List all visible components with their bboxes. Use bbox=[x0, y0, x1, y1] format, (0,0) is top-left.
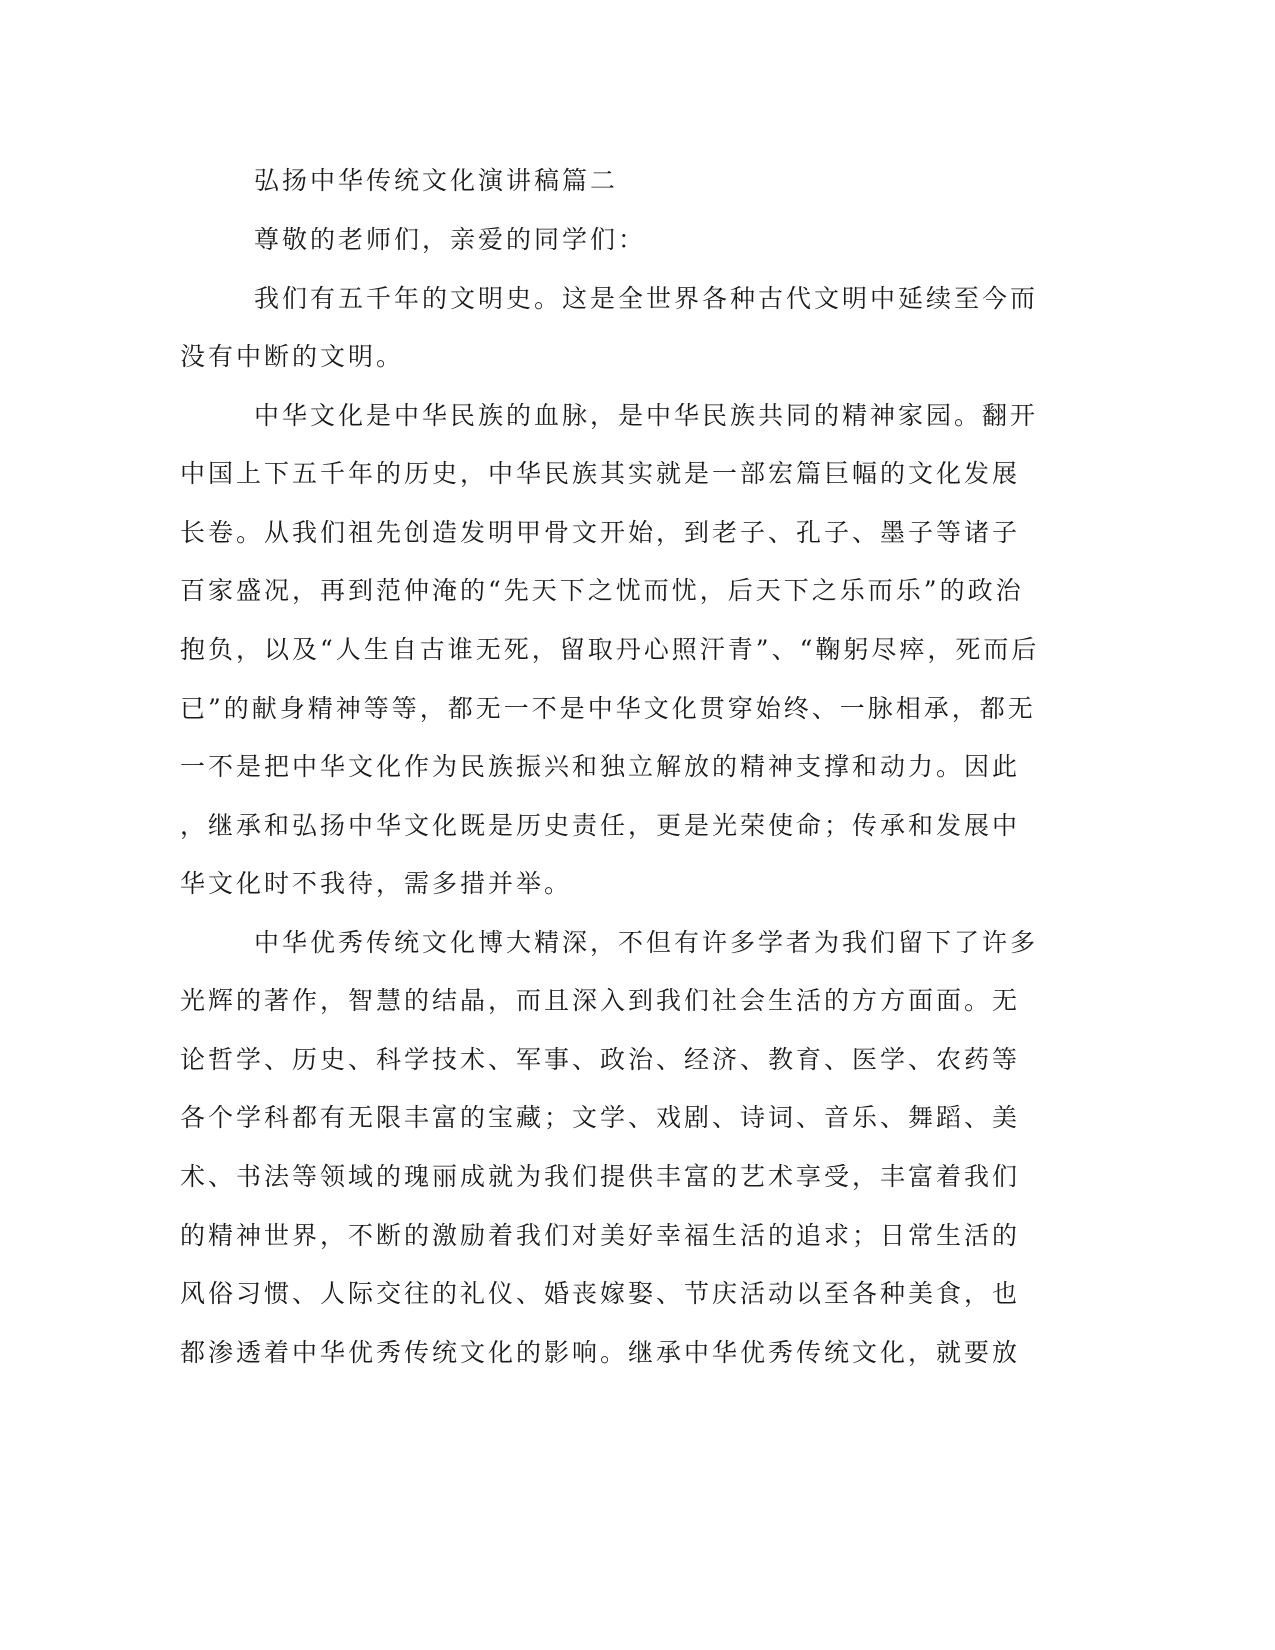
text-line: 都渗透着中华优秀传统文化的影响。继承中华优秀传统文化，就要放 bbox=[180, 1338, 1021, 1367]
text-line: 长卷。从我们祖先创造发明甲骨文开始，到老子、孔子、墨子等诸子 bbox=[180, 518, 1021, 547]
text-line: 光辉的著作，智慧的结晶，而且深入到我们社会生活的方方面面。无 bbox=[180, 986, 1021, 1015]
text-line: 华文化时不我待，需多措并举。 bbox=[180, 869, 573, 898]
text-line: 中国上下五千年的历史，中华民族其实就是一部宏篇巨幅的文化发展 bbox=[180, 459, 1021, 488]
text-line: 中华优秀传统文化博大精深，不但有许多学者为我们留下了许多 bbox=[254, 928, 1039, 957]
text-line: 我们有五千年的文明史。这是全世界各种古代文明中延续至今而 bbox=[254, 284, 1039, 313]
text-line: 抱负，以及“人生自古谁无死，留取丹心照汗青”、“鞠躬尽瘁，死而后 bbox=[180, 635, 1040, 664]
text-line: 中华文化是中华民族的血脉，是中华民族共同的精神家园。翻开 bbox=[254, 401, 1039, 430]
text-line: 各个学科都有无限丰富的宝藏；文学、戏剧、诗词、音乐、舞蹈、美 bbox=[180, 1103, 1021, 1132]
text-line: 术、书法等领域的瑰丽成就为我们提供丰富的艺术享受，丰富着我们 bbox=[180, 1162, 1021, 1191]
text-line: ，继承和弘扬中华文化既是历史责任，更是光荣使命；传承和发展中 bbox=[180, 811, 1021, 840]
text-line: 的精神世界，不断的激励着我们对美好幸福生活的追求；日常生活的 bbox=[180, 1221, 1021, 1250]
greeting: 尊敬的老师们，亲爱的同学们： bbox=[254, 225, 647, 254]
text-line: 已”的献身精神等等，都无一不是中华文化贯穿始终、一脉相承，都无 bbox=[180, 694, 1036, 723]
text-line: 一不是把中华文化作为民族振兴和独立解放的精神支撑和动力。因此 bbox=[180, 752, 1021, 781]
document-title: 弘扬中华传统文化演讲稿篇二 bbox=[254, 166, 619, 195]
text-line: 风俗习惯、人际交往的礼仪、婚丧嫁娶、节庆活动以至各种美食，也 bbox=[180, 1279, 1021, 1308]
text-line: 论哲学、历史、科学技术、军事、政治、经济、教育、医学、农药等 bbox=[180, 1045, 1021, 1074]
text-line: 百家盛况，再到范仲淹的“先天下之忧而忧，后天下之乐而乐”的政治 bbox=[180, 576, 1024, 605]
text-line: 没有中断的文明。 bbox=[180, 342, 405, 371]
